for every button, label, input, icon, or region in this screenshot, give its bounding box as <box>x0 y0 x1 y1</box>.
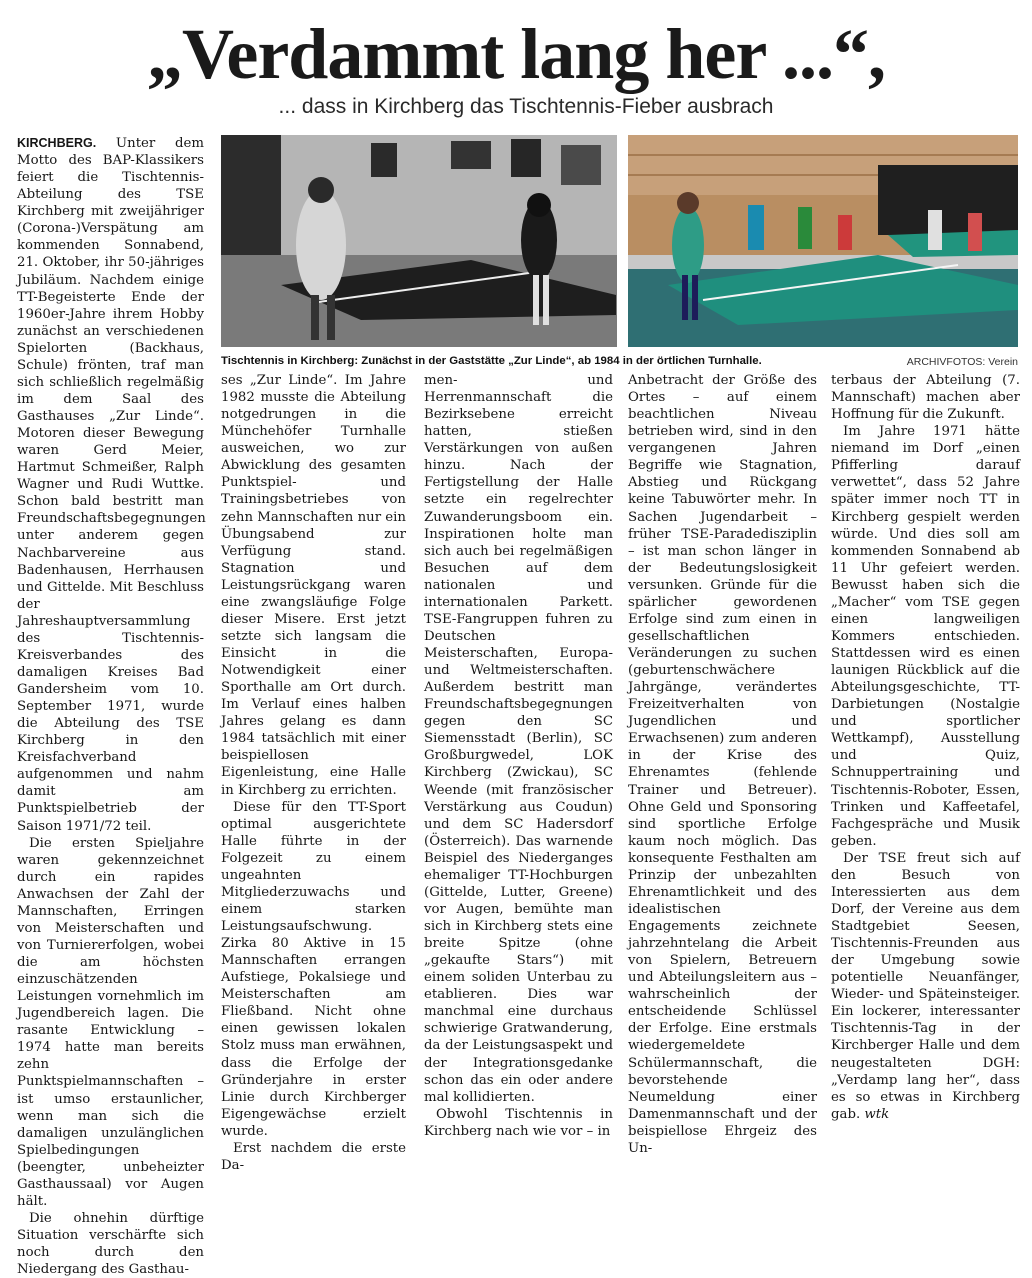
paragraph: Erst nachdem die erste Da- <box>221 1140 406 1173</box>
photo-gasthaus-table-tennis <box>221 135 617 347</box>
paragraph: Diese für den TT-Sport optimal ausgerichtete Halle führte in der Folgezeit zu einem ungeahnten Mitgliederzuwachs und einem starken Leistungsaufschwung. Zirka 80 Aktive in 15 Mannschaften errangen Aufstiege, Pokalsiege und Meisterschaften am Fließband. Nicht ohne einen gewissen lokalen Stolz muss man erwähnen, dass die Erfolge der Gründerjahre in erster Linie durch Kirchberger Eigengewächse erzielt wurde. <box>221 799 406 1139</box>
paragraph: KIRCHBERG. Unter dem Motto des BAP-Klassikers feiert die Tischtennis-Abteilung des TSE Kirchberg mit zweijähriger (Corona-)Verspätung am kommenden Sonnabend, 21. Oktober, ihr 50-jähriges Jubiläum. Nachdem einige TT-Begeisterte Ende der 1960er-Jahre ihrem Hobby zunächst an verschiedenen Spielorten (Backhaus, Schule) frönten, traf man sich schließlich regelmäßig im dem Saal des Gasthauses „Zur Linde“. Motoren dieser Bewegung waren Gerd Meier, Hartmut Schmeißer, Ralph Wagner und Rudi Wuttke. Schon bald bestritt man Freundschaftsbegegnungen unter anderem gegen Nachbarvereine aus Badenhausen, Herrhausen und Gittelde. Mit Beschluss der Jahreshauptversammlung des Tischtennis-Kreisverbandes des damaligen Kreises Bad Gandersheim vom 10. September 1971, wurde die Abteilung des TSE Kirchberg in den Kreisfachverband aufgenommen und nahm damit am Punktspielbetrieb der Saison 1971/72 teil. <box>17 136 206 834</box>
photo-turnhalle-table-tennis <box>628 135 1018 347</box>
paragraph: ses „Zur Linde“. Im Jahre 1982 musste die Abteilung notgedrungen in die Münchehöfer Turnhalle ausweichen, wo zur Abwicklung des gesamten Punktspiel- und Trainingsbetriebes von zehn Mannschaften nur ein Übungsabend zur Verfügung stand. Stagnation und Leistungsrückgang waren eine zwangsläufige Folge dieser Misere. Erst jetzt setzte sich langsam die Einsicht in die Notwendigkeit einer Sporthalle am Ort durch. Im Verlauf eines halben Jahres gelang es dann 1984 tatsächlich mit einer beispiellosen Eigenleistung, eine Halle in Kirchberg zu errichten. <box>221 373 406 798</box>
article-column-5 <box>831 372 1020 1122</box>
paragraph: Obwohl Tischtennis in Kirchberg nach wie vor – in <box>424 1106 613 1139</box>
article-column-4 <box>628 372 817 1156</box>
photo-credit: ARCHIVFOTOS: Verein <box>906 356 1018 368</box>
paragraph: Anbetracht der Größe des Ortes – auf einem beachtlichen Niveau betrieben wird, sind in den vergangenen Jahren Begriffe wie Stagnation, Abstieg und Rückgang keine Tabuwörter mehr. In Sachen Jugendarbeit – früher TSE-Paradedisziplin – ist man schon länger in der Bedeutungslosigkeit versunken. Gründe für die spärlicher gewordenen Erfolge sind zum einen in gesellschaftlichen Veränderungen zu suchen (geburtenschwächere Jahrgänge, verändertes Freizeitverhalten von Jugendlichen und Erwachsenen) zum anderen in der Krise des Ehrenamtes (fehlende Trainer und Betreuer). Ohne Geld und Sponsoring sind sportliche Erfolge kaum noch möglich. Das konsequente Festhalten am Prinzip der unbezahlten Ehrenamtlichkeit und des idealistischen Engagements zeichnete jahrzehntelang die Arbeit von Spielern, Betreuern und Abteilungsleitern aus – wahrscheinlich der entscheidende Schlüssel der Erfolge. Eine erstmals wiedergemeldete Schülermannschaft, die bevorstehende Neumeldung einer Damenmannschaft und der beispiellose Ehrgeiz des Un- <box>628 373 817 1156</box>
paragraph: men- und Herrenmannschaft die Bezirksebene erreicht hatten, stießen Verstärkungen von außen hinzu. Nach der Fertigstellung der Halle setzte ein regelrechter Zuwanderungsboom ein. Inspirationen holte man sich auch bei regelmäßigen Besuchen auf dem nationalen und internationalen Parkett. TSE-Fangruppen fuhren zu Deutschen Meisterschaften, Europa- und Weltmeisterschaften. Außerdem bestritt man Freundschaftsbegegnungen gegen den SC Siemensstadt (Berlin), SC Großburgwedel, LOK Kirchberg (Zwickau), SC Weende (mit französischer Verstärkung aus Coudun) und dem SC Hadersdorf (Österreich). Das warnende Beispiel des Niederganges ehemaliger TT-Hochburgen (Gittelde, Lutter, Greene) vor Augen, bemühte man sich in Kirchberg stets eine breite Spitze (ohne „gekaufte Stars“) mit einem soliden Unterbau zu etablieren. Dies war manchmal eine durchaus schwierige Gratwanderung, da der Leistungsaspekt und der Integrationsgedanke schon das ein oder andere mal kollidierten. <box>424 373 613 1105</box>
headline: „Verdammt lang her ...“, <box>147 14 885 94</box>
photo-caption: Tischtennis in Kirchberg: Zunächst in der Gaststätte „Zur Linde“, ab 1984 in der örtlichen Turnhalle. <box>221 355 762 367</box>
article-column-2 <box>221 372 406 1173</box>
paragraph: Die ohnehin dürftige Situation verschärfte sich noch durch den Niedergang des Gasthau- <box>17 1210 204 1278</box>
dateline: KIRCHBERG. <box>17 136 97 150</box>
tavern-photo-image <box>221 135 617 347</box>
paragraph: Der TSE freut sich auf den Besuch von Interessierten aus dem Dorf, der Vereine aus dem Stadtgebiet Seesen, Tischtennis-Freunden aus der Umgebung sowie potentielle Neuanfänger, Wieder- und Späteinsteiger. Ein lockerer, interessanter Tischtennis-Tag in der Kirchberger Halle und dem neugestalteten DGH: „Verdamp lang her“, dass es so etwas in Kirchberg gab. wtk <box>831 850 1020 1122</box>
paragraph: Im Jahre 1971 hätte niemand im Dorf „einen Pfifferling darauf verwettet“, dass 52 Jahre später immer noch TT in Kirchberg gespielt werden würde. Und dies soll am kommenden Sonnabend ab 11 Uhr gefeiert werden. Bewusst haben sich die „Macher“ vom TSE gegen einen langweiligen Kommers entschieden. Stattdessen wird es einen launigen Rückblick auf die Abteilungsgeschichte, TT-Darbietungen (Nostalgie und sportlicher Wettkampf), Ausstellung und Quiz, Schnuppertraining und Tischtennis-Roboter, Essen, Trinken und Kaffeetafel, Fachgespräche und Musik geben. <box>831 424 1020 849</box>
paragraph: terbaus der Abteilung (7. Mannschaft) machen aber Hoffnung für die Zukunft. <box>831 373 1020 423</box>
article-column-1 <box>17 135 206 1278</box>
gym-photo-image <box>628 135 1018 347</box>
article-column-3 <box>424 372 613 1139</box>
subheadline: ... dass in Kirchberg das Tischtennis-Fieber ausbrach <box>278 95 774 118</box>
author-signoff: wtk <box>864 1106 890 1122</box>
paragraph: Die ersten Spieljahre waren gekennzeichnet durch ein rapides Anwachsen der Zahl der Mannschaften, Erringen von Meisterschaften und von Turniererfolgen, wobei die am höchsten einzuschätzenden Leistungen vornehmlich im Jugendbereich lagen. Die rasante Entwicklung – 1974 hatte man bereits zehn Punktspielmannschaften – ist umso erstaunlicher, wenn man sich die damaligen unzulänglichen Spielbedingungen (beengter, unbeheizter Gasthaussaal) vor Augen hält. <box>17 835 204 1209</box>
